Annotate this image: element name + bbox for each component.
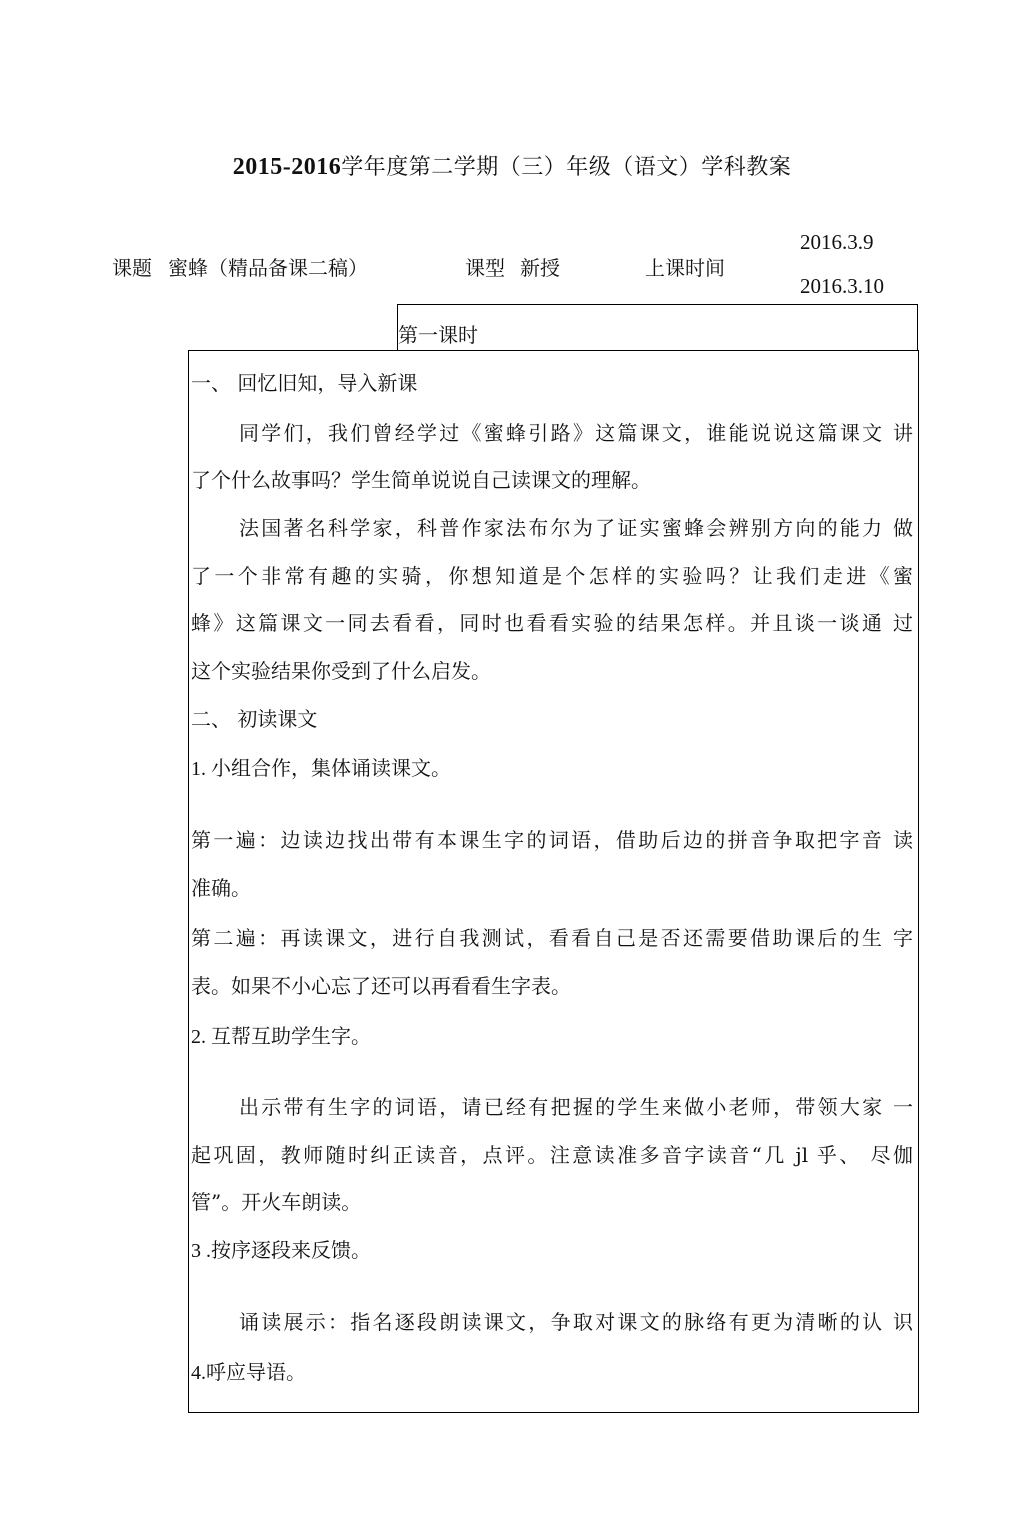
title-text: 学年度第二学期（三）年级（语文）学科教案: [341, 155, 792, 180]
paragraph-line: 第一遍：边读边找出带有本课生字的词语，借助后边的拼音争取把字音 读: [191, 828, 913, 852]
topic-label: 课题: [112, 256, 152, 280]
topic-value: 蜜蜂（精品备课二稿）: [168, 256, 368, 280]
paragraph-line: 法国著名科学家，科普作家法布尔为了证实蜜蜂会辨别方向的能力 做: [239, 516, 913, 540]
paragraph-line: 了个什么故事吗？学生简单说说自己读课文的理解。: [191, 468, 651, 492]
paragraph-line: 第二遍：再读课文，进行自我测试，看看自己是否还需要借助课后的生 字: [191, 926, 913, 950]
time-label: 上课时间: [645, 256, 725, 280]
paragraph-line: 诵读展示：指名逐段朗读课文，争取对课文的脉络有更为清晰的认 识: [239, 1310, 913, 1334]
date-2: 2016.3.10: [800, 274, 884, 298]
list-item: 1. 小组合作，集体诵读课文。: [191, 758, 451, 780]
paragraph-line: 这个实验结果你受到了什么启发。: [191, 659, 491, 683]
paragraph-line: 管”。开火车朗读。: [191, 1190, 362, 1214]
paragraph-line: 了一个非常有趣的实骑，你想知道是个怎样的实验吗？让我们走进《蜜: [191, 564, 913, 588]
page-title: [0, 150, 1024, 181]
lesson-label: 第一课时: [398, 323, 478, 347]
paragraph-line: 出示带有生字的词语，请已经有把握的学生来做小老师，带领大家 一: [239, 1095, 913, 1119]
list-item: 2. 互帮互助学生字。: [191, 1026, 371, 1048]
list-item: 3 .按序逐段来反馈。: [191, 1240, 371, 1262]
date-1: 2016.3.9: [800, 230, 874, 254]
title-year: 2015-2016: [232, 154, 342, 180]
paragraph-line: 起巩固，教师随时纠正读音，点评。注意读准多音字读音“几 jl 乎、 尽伽: [191, 1143, 913, 1167]
paragraph-line: 蜂》这篇课文一同去看看，同时也看看实验的结果怎样。并且谈一谈通 过: [191, 611, 913, 635]
list-item: 4.呼应导语。: [191, 1362, 306, 1384]
type-label: 课型: [465, 256, 505, 280]
section-heading: 二、 初读课文: [191, 707, 318, 731]
type-value: 新授: [520, 256, 560, 280]
paragraph-line: 表。如果不小心忘了还可以再看看生字表。: [191, 974, 571, 998]
paragraph-line: 准确。: [191, 876, 251, 900]
lesson-header-cell: [397, 304, 918, 350]
paragraph-line: 同学们，我们曾经学过《蜜蜂引路》这篇课文，谁能说说这篇课文 讲: [239, 421, 913, 445]
lesson-content-cell: [188, 350, 919, 1413]
section-heading: 一、 回忆旧知，导入新课: [191, 371, 418, 395]
